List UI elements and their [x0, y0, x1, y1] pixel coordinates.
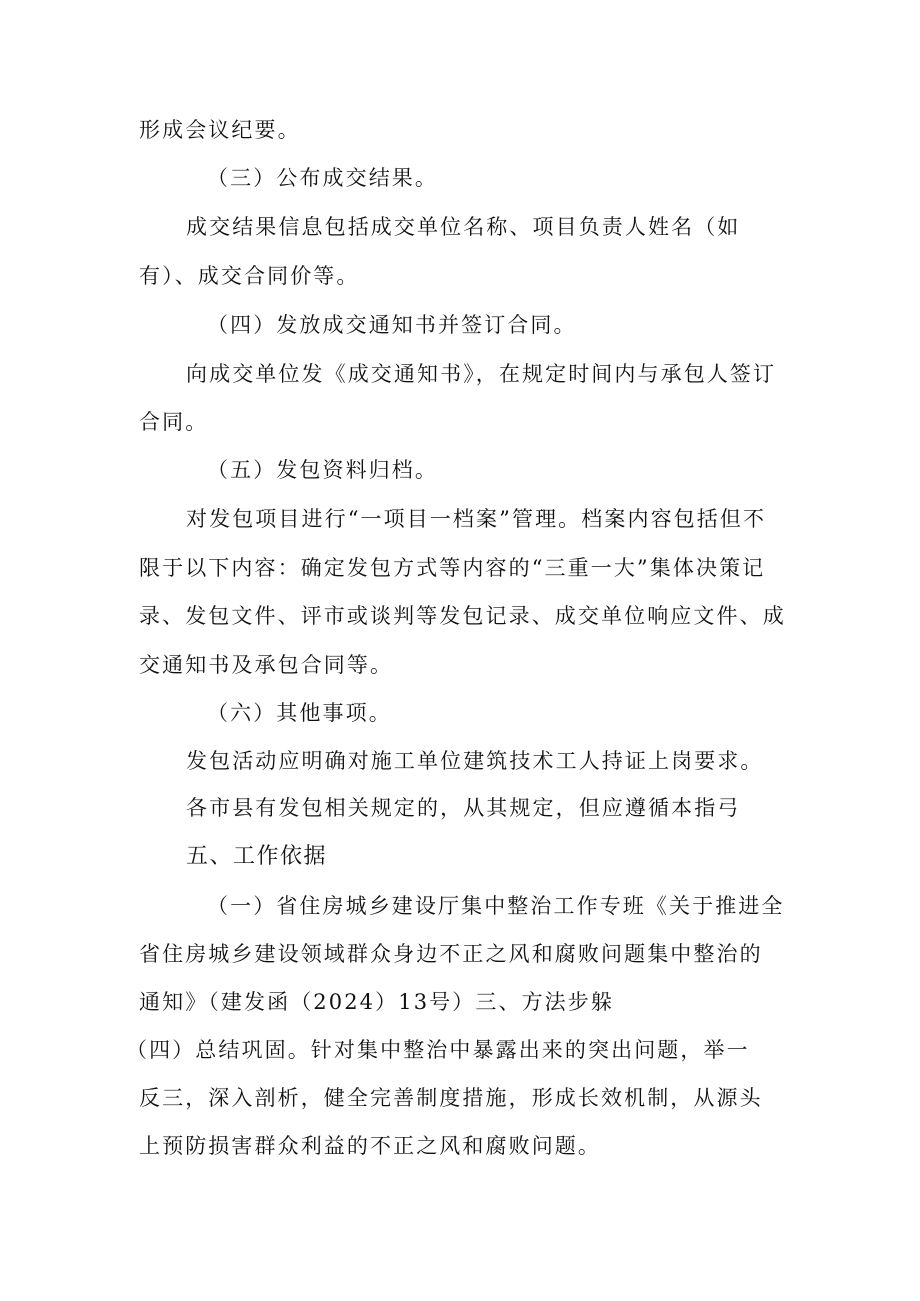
subheading-six: （六）其他事项。 — [207, 701, 392, 725]
text-line-10: 限于以下内容：确定发包方式等内容的“三重一大”集体决策记 — [139, 556, 766, 580]
subheading-five: （五）发包资料归档。 — [207, 458, 438, 482]
text-line-22: 上预防损害群众利益的不正之风和腐败问题。 — [139, 1134, 601, 1158]
text-line-18: 省住房城乡建设领域群众身边不正之风和腐败问题集中整治的 — [139, 942, 763, 966]
text-line-12: 交通知书及承包合同等。 — [139, 653, 394, 677]
text-line-19: 通知》（建发函（2024）13号）三、方法步躲 — [139, 990, 614, 1014]
text-line-21: 反三，深入剖析，健全完善制度措施，形成长效机制，从源头 — [139, 1086, 763, 1110]
subheading-three: （三）公布成交结果。 — [207, 166, 438, 190]
text-line-09: 对发包项目进行“一项目一档案”管理。档案内容包括但不 — [186, 507, 767, 531]
text-line-20: （四）总结巩固。针对集中整治中暴露出来的突出问题，举一 — [126, 1038, 750, 1062]
text-line-17: （一）省住房城乡建设厅集中整治工作专班《关于推进全 — [207, 894, 785, 918]
text-line-06: 向成交单位发《成交通知书》，在规定时间内与承包人签订 — [186, 362, 777, 386]
text-line-15: 各市县有发包相关规定的，从其规定，但应遵循本指弓 — [186, 796, 741, 820]
text-line-01: 形成会议纪要。 — [139, 118, 301, 142]
section-heading-five: 五、工作依据 — [186, 844, 328, 869]
text-line-04: 有）、成交合同价等。 — [139, 264, 360, 288]
text-line-03: 成交结果信息包括成交单位名称、项目负责人姓名（如 — [186, 215, 741, 239]
text-line-11: 录、发包文件、评市或谈判等发包记录、成交单位响应文件、成 — [139, 604, 786, 628]
text-line-07: 合同。 — [139, 410, 209, 434]
subheading-four: （四）发放成交通知书并签订合同。 — [207, 313, 577, 337]
text-line-14: 发包活动应明确对施工单位建筑技术工人持证上岗要求。 — [186, 749, 764, 773]
